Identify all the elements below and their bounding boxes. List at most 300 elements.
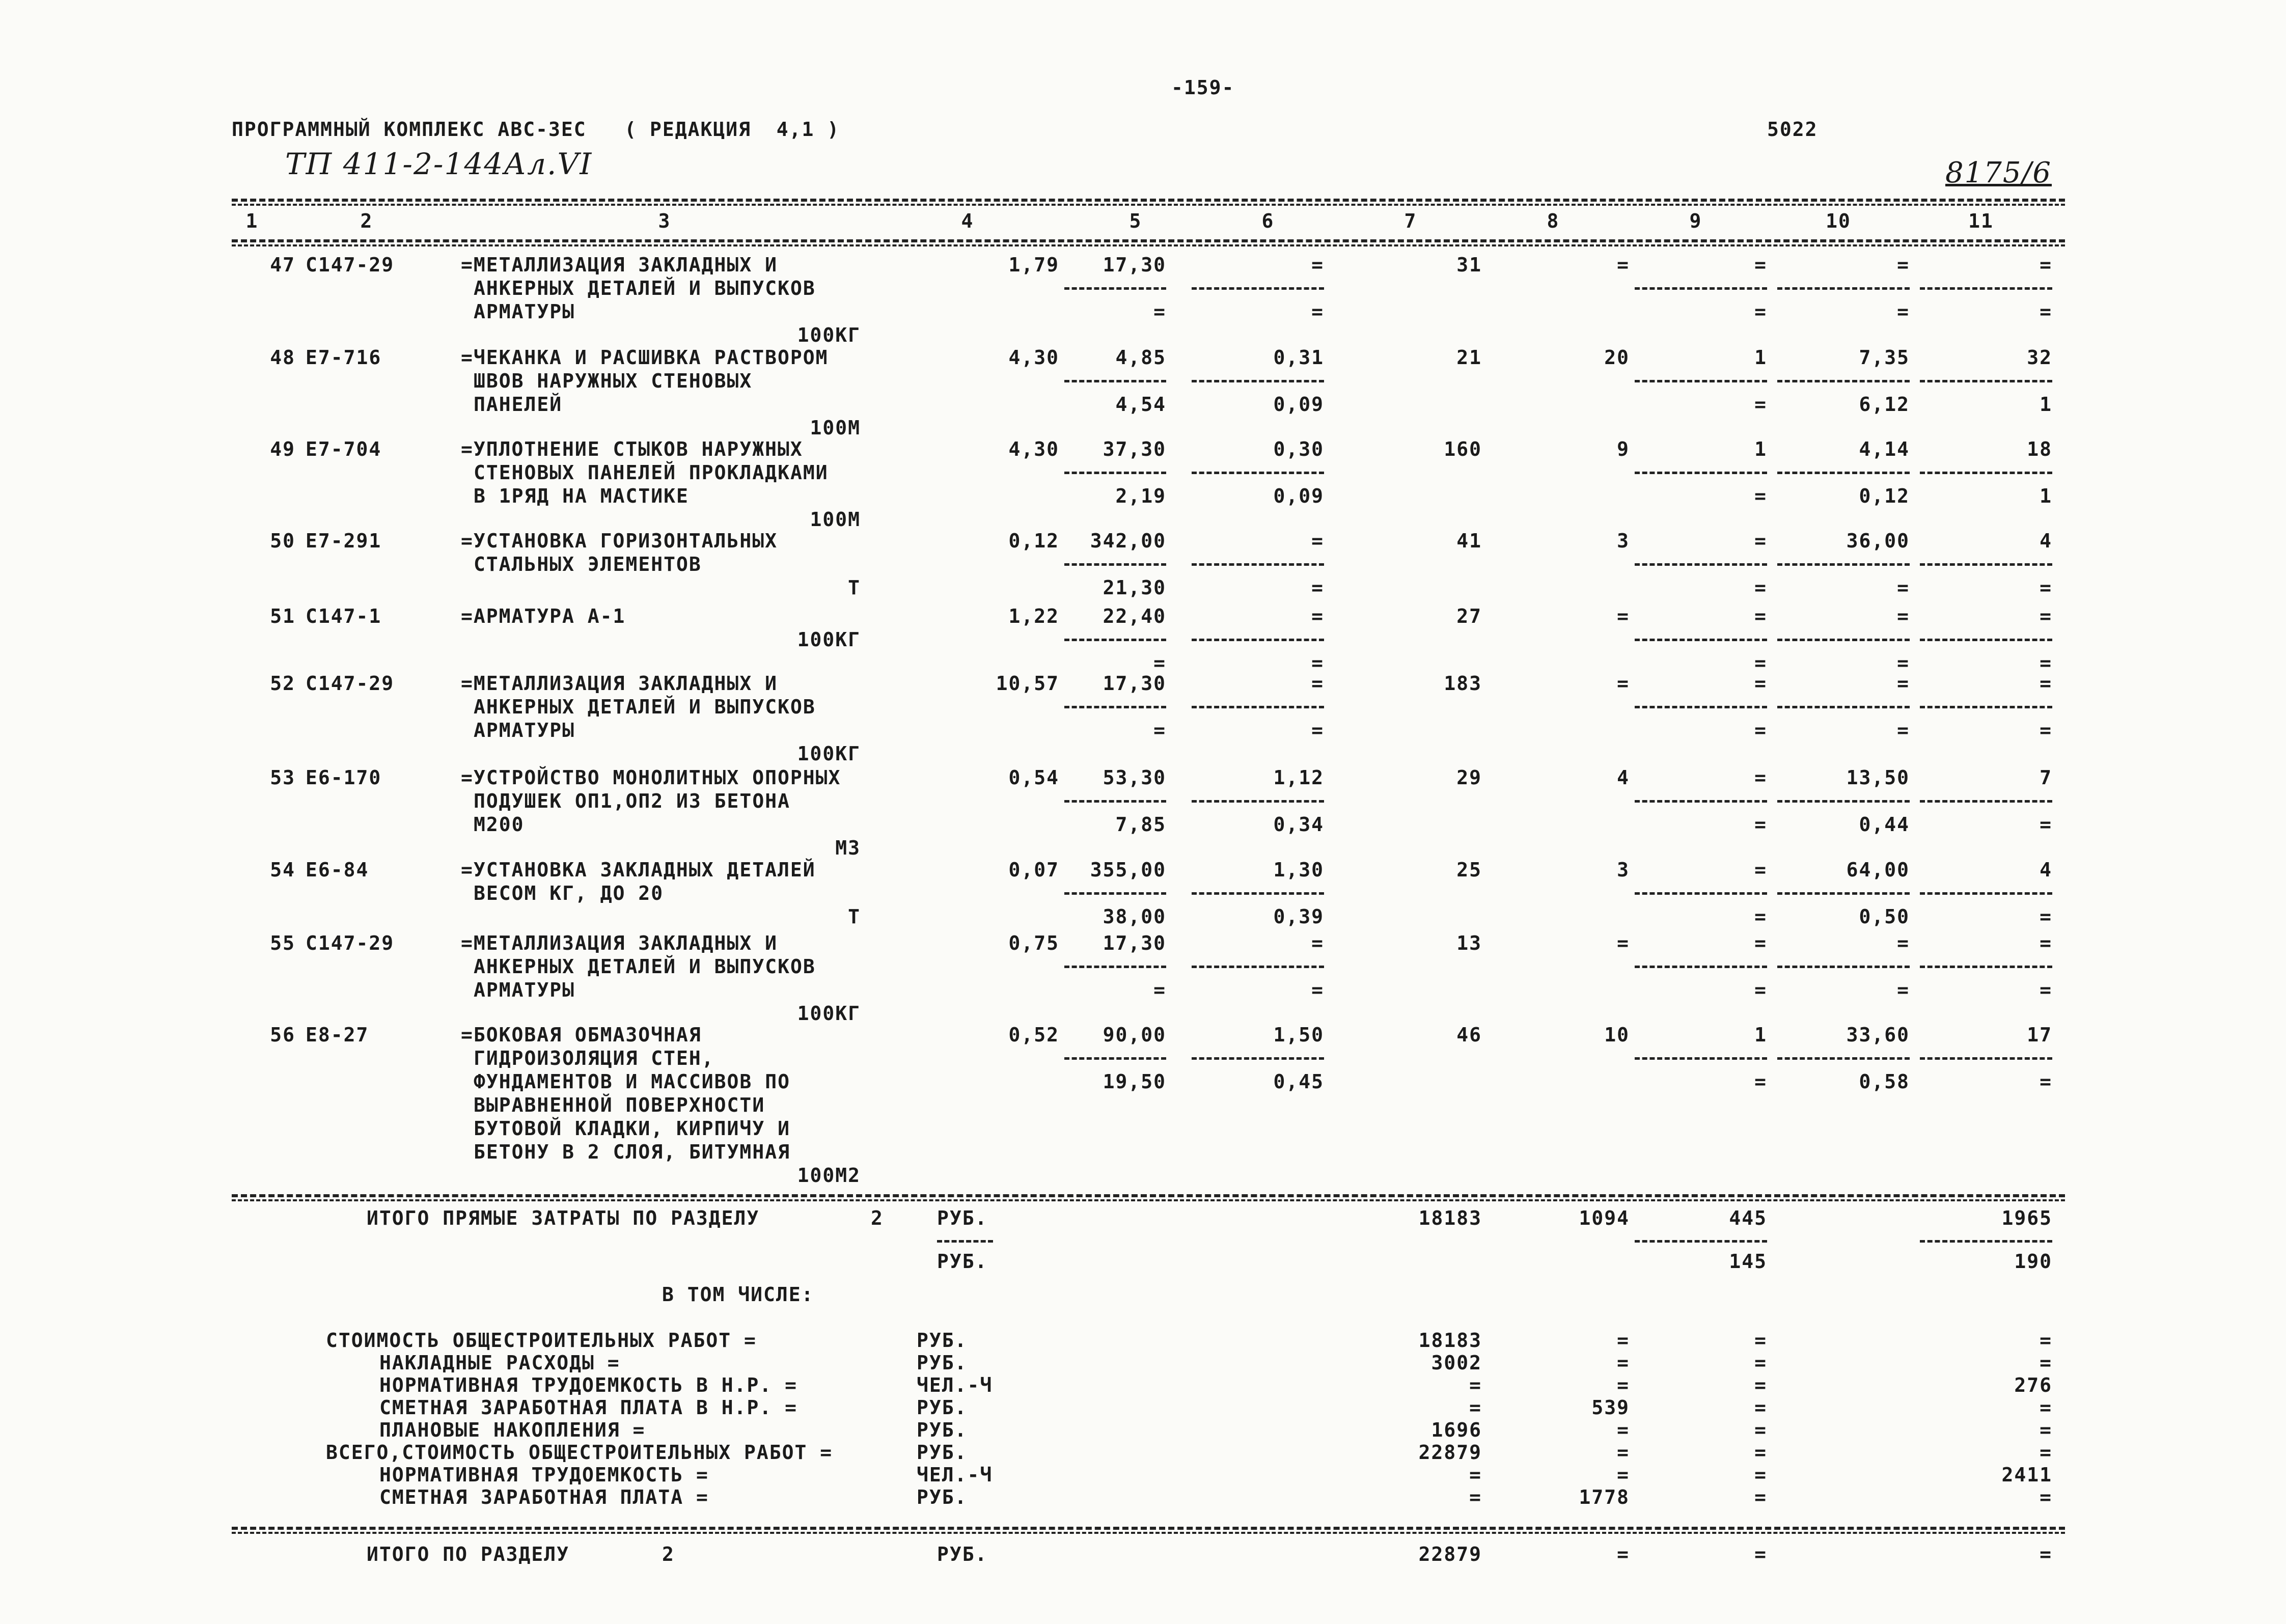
row-c11-bottom: 1 [2040,485,2052,507]
row-unit: 100М [810,508,861,531]
row-machine-wage: = [1311,979,1324,1001]
row-fraction-divider-col6 [1192,1057,1324,1060]
row-code: С147-29 [306,254,395,276]
final-total-c11: = [2040,1543,2052,1565]
row-code: Е6-170 [306,766,382,789]
row-number: 55 [270,932,295,954]
summary-c8: 539 [1591,1396,1630,1419]
row-number: 48 [270,346,295,369]
summary-c11: = [2040,1419,2052,1441]
row-price-total: 37,30 [1103,438,1166,460]
column-header-9: 9 [1689,210,1702,232]
row-quantity: 0,75 [1008,932,1059,954]
row-number: 54 [270,859,295,881]
row-description-line: В 1РЯД НА МАСТИКЕ [474,485,689,507]
row-machine-total: = [1311,932,1324,954]
row-description-line: =МЕТАЛЛИЗАЦИЯ ЗАКЛАДНЫХ И [461,932,778,954]
summary-c7: = [1469,1374,1482,1396]
column-header-8: 8 [1547,210,1560,232]
row-price-wage: = [1153,979,1166,1001]
row-machine-wage: 0,34 [1273,813,1324,836]
row-fraction-divider-col9 [1635,563,1767,566]
row-description-line: =БОКОВАЯ ОБМАЗОЧНАЯ [461,1024,702,1046]
row-c11-bottom: = [2040,576,2052,599]
row-cost-total: 25 [1456,859,1482,881]
row-description-line: ШВОВ НАРУЖНЫХ СТЕНОВЫХ [474,370,753,392]
row-code: Е6-84 [306,859,369,881]
summary-unit: ЧЕЛ.-Ч [917,1374,993,1396]
row-machine-total: = [1311,605,1324,627]
row-machine-wage: = [1311,652,1324,674]
row-description-line: АНКЕРНЫХ ДЕТАЛЕЙ И ВЫПУСКОВ [474,277,816,299]
final-total-c9: = [1754,1543,1767,1565]
row-fraction-divider-col6 [1192,706,1324,708]
column-header-11: 11 [1968,210,1994,232]
row-c11-bottom: = [2040,979,2052,1001]
row-description-line: СТЕНОВЫХ ПАНЕЛЕЙ ПРОКЛАДКАМИ [474,461,829,484]
row-price-wage: = [1153,719,1166,741]
row-fraction-divider-col9 [1635,1057,1767,1060]
row-description-line: =ЧЕКАНКА И РАСШИВКА РАСТВОРОМ [461,346,829,369]
row-c10-bottom: = [1897,576,1910,599]
row-c9-top: = [1754,766,1767,789]
row-c11-top: = [2040,254,2052,276]
summary-c9: = [1754,1396,1767,1419]
row-fraction-divider-col5 [1064,472,1166,474]
summary-c9: = [1754,1464,1767,1486]
summary-c7: = [1469,1486,1482,1508]
summary-c9: = [1754,1374,1767,1396]
row-c10-bottom: 0,44 [1859,813,1910,836]
row-c10-top: 36,00 [1846,530,1910,552]
row-fraction-divider-col10 [1777,892,1910,895]
row-unit: 100КГ [797,628,861,651]
row-fraction-divider-col6 [1192,966,1324,968]
header-top-rule [232,199,2065,202]
summary-c11: = [2040,1352,2052,1374]
row-c9-bottom: = [1754,1070,1767,1093]
row-price-total: 53,30 [1103,766,1166,789]
row-fraction-divider-col5 [1064,639,1166,641]
row-quantity: 1,22 [1008,605,1059,627]
row-c11-top: 18 [2027,438,2052,460]
row-description-line: БЕТОНУ В 2 СЛОЯ, БИТУМНАЯ [474,1141,790,1163]
row-cost-total: 13 [1456,932,1482,954]
row-price-total: 17,30 [1103,932,1166,954]
column-header-6: 6 [1261,210,1275,232]
header-bottom-rule-2 [232,244,2065,246]
row-c9-bottom: = [1754,652,1767,674]
direct-total-c11b: 190 [2014,1250,2052,1273]
direct-total-c9-divider [1635,1240,1767,1243]
row-fraction-divider-col5 [1064,966,1166,968]
column-header-10: 10 [1826,210,1851,232]
summary-c9: = [1754,1441,1767,1464]
summary-c7: = [1469,1464,1482,1486]
row-quantity: 1,79 [1008,254,1059,276]
row-c9-top: = [1754,672,1767,695]
page-number: -159- [1171,76,1235,99]
row-price-wage: 2,19 [1115,485,1166,507]
row-description-line: М200 [474,813,525,836]
row-cost-total: 27 [1456,605,1482,627]
row-c10-bottom: = [1897,300,1910,323]
column-header-7: 7 [1404,210,1417,232]
row-cost-total: 46 [1456,1024,1482,1046]
summary-c8: = [1617,1464,1630,1486]
summary-c8: = [1617,1329,1630,1352]
row-c9-top: = [1754,530,1767,552]
direct-total-label: ИТОГО ПРЯМЫЕ ЗАТРАТЫ ПО РАЗДЕЛУ [367,1207,760,1229]
summary-c9: = [1754,1329,1767,1352]
row-quantity: 0,54 [1008,766,1059,789]
row-wage-total: 3 [1617,530,1630,552]
row-c11-bottom: = [2040,719,2052,741]
summary-c11: 276 [2014,1374,2052,1396]
row-wage-total: = [1617,605,1630,627]
including-label: В ТОМ ЧИСЛЕ: [662,1283,814,1306]
row-machine-wage: = [1311,576,1324,599]
row-c9-top: 1 [1754,346,1767,369]
row-cost-total: 41 [1456,530,1482,552]
row-fraction-divider-col5 [1064,800,1166,803]
summary-c11: 2411 [2001,1464,2052,1486]
row-c11-top: 4 [2040,530,2052,552]
row-fraction-divider-col10 [1777,800,1910,803]
final-total-c8: = [1617,1543,1630,1565]
row-description-line: =МЕТАЛЛИЗАЦИЯ ЗАКЛАДНЫХ И [461,254,778,276]
row-c11-bottom: 1 [2040,393,2052,416]
summary-unit: РУБ. [917,1419,968,1441]
row-description-line: АНКЕРНЫХ ДЕТАЛЕЙ И ВЫПУСКОВ [474,696,816,718]
row-machine-wage: = [1311,719,1324,741]
row-description-line: АРМАТУРЫ [474,719,575,741]
final-top-rule-2 [232,1532,2065,1534]
row-price-wage: 7,85 [1115,813,1166,836]
row-c10-top: 13,50 [1846,766,1910,789]
row-fraction-divider-col9 [1635,639,1767,641]
row-number: 47 [270,254,295,276]
summary-c9: = [1754,1419,1767,1441]
row-fraction-divider-col5 [1064,706,1166,708]
row-machine-total: 1,30 [1273,859,1324,881]
sheet-ref: 8175/6 [1945,156,2052,189]
row-c9-top: = [1754,254,1767,276]
row-machine-total: 1,50 [1273,1024,1324,1046]
row-c10-top: 4,14 [1859,438,1910,460]
row-description-line: =МЕТАЛЛИЗАЦИЯ ЗАКЛАДНЫХ И [461,672,778,695]
row-fraction-divider-col9 [1635,380,1767,382]
row-fraction-divider-col10 [1777,1057,1910,1060]
summary-c8: 1778 [1579,1486,1630,1508]
summary-label: НОРМАТИВНАЯ ТРУДОЕМКОСТЬ = [379,1464,709,1486]
row-description-line: ПОДУШЕК ОП1,ОП2 ИЗ БЕТОНА [474,790,790,812]
row-c10-bottom: 0,58 [1859,1070,1910,1093]
row-c11-bottom: = [2040,813,2052,836]
summary-label: ВСЕГО,СТОИМОСТЬ ОБЩЕСТРОИТЕЛЬНЫХ РАБОТ = [326,1441,833,1464]
row-number: 56 [270,1024,295,1046]
summary-c7: = [1469,1396,1482,1419]
row-fraction-divider-col10 [1777,380,1910,382]
summary-c8: = [1617,1352,1630,1374]
row-fraction-divider-col11 [1920,1057,2052,1060]
row-fraction-divider-col11 [1920,706,2052,708]
row-description-line: =УСТАНОВКА ЗАКЛАДНЫХ ДЕТАЛЕЙ [461,859,816,881]
row-price-total: 4,85 [1115,346,1166,369]
row-description-line: =УСТРОЙСТВО МОНОЛИТНЫХ ОПОРНЫХ [461,766,841,789]
row-description-line: АРМАТУРЫ [474,979,575,1001]
row-number: 50 [270,530,295,552]
row-fraction-divider-col9 [1635,892,1767,895]
row-fraction-divider-col9 [1635,800,1767,803]
row-code: Е8-27 [306,1024,369,1046]
row-wage-total: 20 [1604,346,1630,369]
row-number: 51 [270,605,295,627]
row-unit: 100КГ [797,1002,861,1025]
row-c10-bottom: 6,12 [1859,393,1910,416]
summary-c11: = [2040,1329,2052,1352]
direct-total-c11-divider [1920,1240,2052,1243]
row-c10-bottom: = [1897,719,1910,741]
row-fraction-divider-col9 [1635,706,1767,708]
row-machine-wage: 0,09 [1273,393,1324,416]
row-code: Е7-704 [306,438,382,460]
row-c10-top: 33,60 [1846,1024,1910,1046]
row-cost-total: 31 [1456,254,1482,276]
row-machine-wage: = [1311,300,1324,323]
row-c11-top: 7 [2040,766,2052,789]
row-c9-top: 1 [1754,438,1767,460]
row-code: С147-1 [306,605,382,627]
summary-unit: РУБ. [917,1329,968,1352]
project-ref: ТП 411-2-144Ал.VI [285,147,593,181]
row-c9-bottom: = [1754,719,1767,741]
row-c9-top: = [1754,605,1767,627]
row-fraction-divider-col11 [1920,287,2052,290]
row-number: 52 [270,672,295,695]
summary-unit: ЧЕЛ.-Ч [917,1464,993,1486]
row-machine-total: 0,30 [1273,438,1324,460]
row-c11-top: 17 [2027,1024,2052,1046]
column-header-1: 1 [245,210,259,232]
row-fraction-divider-col11 [1920,472,2052,474]
row-machine-wage: 0,45 [1273,1070,1324,1093]
row-c10-bottom: 0,50 [1859,905,1910,928]
row-machine-total: 0,31 [1273,346,1324,369]
row-wage-total: = [1617,672,1630,695]
row-price-wage: 21,30 [1103,576,1166,599]
row-fraction-divider-col9 [1635,966,1767,968]
direct-total-c8: 1094 [1579,1207,1630,1229]
row-cost-total: 21 [1456,346,1482,369]
row-fraction-divider-col11 [1920,380,2052,382]
row-c9-bottom: = [1754,576,1767,599]
row-description-line: АНКЕРНЫХ ДЕТАЛЕЙ И ВЫПУСКОВ [474,955,816,978]
summary-label: СМЕТНАЯ ЗАРАБОТНАЯ ПЛАТА = [379,1486,709,1508]
row-c11-bottom: = [2040,652,2052,674]
header-bottom-rule [232,239,2065,242]
summary-c9: = [1754,1486,1767,1508]
row-c11-top: = [2040,672,2052,695]
direct-total-unit-2: РУБ. [937,1250,988,1273]
row-wage-total: = [1617,932,1630,954]
row-c9-bottom: = [1754,485,1767,507]
row-code: Е7-291 [306,530,382,552]
row-price-total: 90,00 [1103,1024,1166,1046]
column-header-4: 4 [961,210,974,232]
row-number: 53 [270,766,295,789]
row-wage-total: 10 [1604,1024,1630,1046]
doc-code: 5022 [1767,118,1818,141]
row-cost-total: 29 [1456,766,1482,789]
row-price-total: 355,00 [1090,859,1166,881]
summary-c8: = [1617,1374,1630,1396]
row-fraction-divider-col9 [1635,287,1767,290]
row-quantity: 0,52 [1008,1024,1059,1046]
row-unit: 100КГ [797,324,861,346]
row-description-line: =УСТАНОВКА ГОРИЗОНТАЛЬНЫХ [461,530,778,552]
row-unit: Т [848,905,861,928]
row-code: С147-29 [306,932,395,954]
summary-c8: = [1617,1419,1630,1441]
direct-total-unit-divider [937,1240,993,1243]
summary-c7: 3002 [1431,1352,1482,1374]
row-fraction-divider-col10 [1777,472,1910,474]
row-description-line: ВЕСОМ КГ, ДО 20 [474,882,664,904]
row-price-total: 17,30 [1103,254,1166,276]
row-c9-bottom: = [1754,813,1767,836]
row-c11-top: = [2040,605,2052,627]
direct-total-c7: 18183 [1418,1207,1482,1229]
row-c9-bottom: = [1754,905,1767,928]
row-price-total: 22,40 [1103,605,1166,627]
row-price-wage: 4,54 [1115,393,1166,416]
row-wage-total: 9 [1617,438,1630,460]
row-description-line: ПАНЕЛЕЙ [474,393,563,416]
row-price-wage: 38,00 [1103,905,1166,928]
row-fraction-divider-col11 [1920,966,2052,968]
row-fraction-divider-col10 [1777,706,1910,708]
row-c11-bottom: = [2040,300,2052,323]
summary-label: ПЛАНОВЫЕ НАКОПЛЕНИЯ = [379,1419,646,1441]
row-c10-bottom: = [1897,652,1910,674]
summary-label: НОРМАТИВНАЯ ТРУДОЕМКОСТЬ В Н.Р. = [379,1374,797,1396]
row-c10-top: = [1897,605,1910,627]
summary-c9: = [1754,1352,1767,1374]
direct-total-unit: РУБ. [937,1207,988,1229]
row-fraction-divider-col10 [1777,966,1910,968]
row-c9-bottom: = [1754,300,1767,323]
row-fraction-divider-col10 [1777,287,1910,290]
row-c10-bottom: 0,12 [1859,485,1910,507]
row-fraction-divider-col6 [1192,800,1324,803]
final-total-unit: РУБ. [937,1543,988,1565]
row-price-wage: 19,50 [1103,1070,1166,1093]
row-number: 49 [270,438,295,460]
row-c9-bottom: = [1754,393,1767,416]
summary-c7: 18183 [1418,1329,1482,1352]
column-header-3: 3 [658,210,671,232]
row-unit: 100М [810,417,861,439]
row-description-line: =УПЛОТНЕНИЕ СТЫКОВ НАРУЖНЫХ [461,438,803,460]
summary-unit: РУБ. [917,1441,968,1464]
row-fraction-divider-col11 [1920,563,2052,566]
row-description-line: БУТОВОЙ КЛАДКИ, КИРПИЧУ И [474,1117,790,1140]
row-machine-total: 1,12 [1273,766,1324,789]
row-price-wage: = [1153,300,1166,323]
row-c11-bottom: = [2040,905,2052,928]
row-description-line: АРМАТУРЫ [474,300,575,323]
row-fraction-divider-col5 [1064,892,1166,895]
row-c11-top: 4 [2040,859,2052,881]
row-code: Е7-716 [306,346,382,369]
row-description-line: ФУНДАМЕНТОВ И МАССИВОВ ПО [474,1070,790,1093]
row-c11-top: 32 [2027,346,2052,369]
row-fraction-divider-col6 [1192,287,1324,290]
direct-total-c11a: 1965 [2001,1207,2052,1229]
row-fraction-divider-col6 [1192,472,1324,474]
column-header-2: 2 [360,210,373,232]
column-header-5: 5 [1129,210,1142,232]
final-total-label: ИТОГО ПО РАЗДЕЛУ [367,1543,570,1565]
row-machine-wage: 0,09 [1273,485,1324,507]
summary-c11: = [2040,1396,2052,1419]
row-code: С147-29 [306,672,395,695]
row-c9-top: = [1754,932,1767,954]
row-wage-total: 4 [1617,766,1630,789]
direct-total-c9b: 145 [1729,1250,1767,1273]
row-c9-top: = [1754,859,1767,881]
row-price-total: 342,00 [1090,530,1166,552]
summary-label: СТОИМОСТЬ ОБЩЕСТРОИТЕЛЬНЫХ РАБОТ = [326,1329,757,1352]
row-cost-total: 160 [1444,438,1482,460]
summary-c7: 22879 [1418,1441,1482,1464]
row-fraction-divider-col5 [1064,563,1166,566]
summary-label: НАКЛАДНЫЕ РАСХОДЫ = [379,1352,620,1374]
row-description-line: =АРМАТУРА А-1 [461,605,626,627]
row-c11-bottom: = [2040,1070,2052,1093]
row-machine-total: = [1311,254,1324,276]
row-c10-top: = [1897,932,1910,954]
row-c10-top: 7,35 [1859,346,1910,369]
summary-c11: = [2040,1486,2052,1508]
row-machine-wage: 0,39 [1273,905,1324,928]
row-fraction-divider-col11 [1920,800,2052,803]
row-quantity: 4,30 [1008,438,1059,460]
summary-c8: = [1617,1441,1630,1464]
direct-total-c9a: 445 [1729,1207,1767,1229]
row-fraction-divider-col11 [1920,639,2052,641]
row-quantity: 4,30 [1008,346,1059,369]
row-cost-total: 183 [1444,672,1482,695]
row-description-line: ГИДРОИЗОЛЯЦИЯ СТЕН, [474,1047,714,1069]
program-title: ПРОГРАММНЫЙ КОМПЛЕКС АВС-ЗЕС ( РЕДАКЦИЯ 4,1 ) [232,118,840,141]
final-top-rule [232,1527,2065,1530]
row-unit: 100КГ [797,742,861,765]
row-fraction-divider-col5 [1064,1057,1166,1060]
row-quantity: 0,07 [1008,859,1059,881]
row-c9-bottom: = [1754,979,1767,1001]
row-fraction-divider-col11 [1920,892,2052,895]
row-fraction-divider-col6 [1192,563,1324,566]
row-quantity: 0,12 [1008,530,1059,552]
row-unit: М3 [835,837,861,859]
row-c11-top: = [2040,932,2052,954]
row-machine-total: = [1311,672,1324,695]
row-fraction-divider-col6 [1192,639,1324,641]
totals-top-rule-2 [232,1199,2065,1201]
summary-unit: РУБ. [917,1352,968,1374]
